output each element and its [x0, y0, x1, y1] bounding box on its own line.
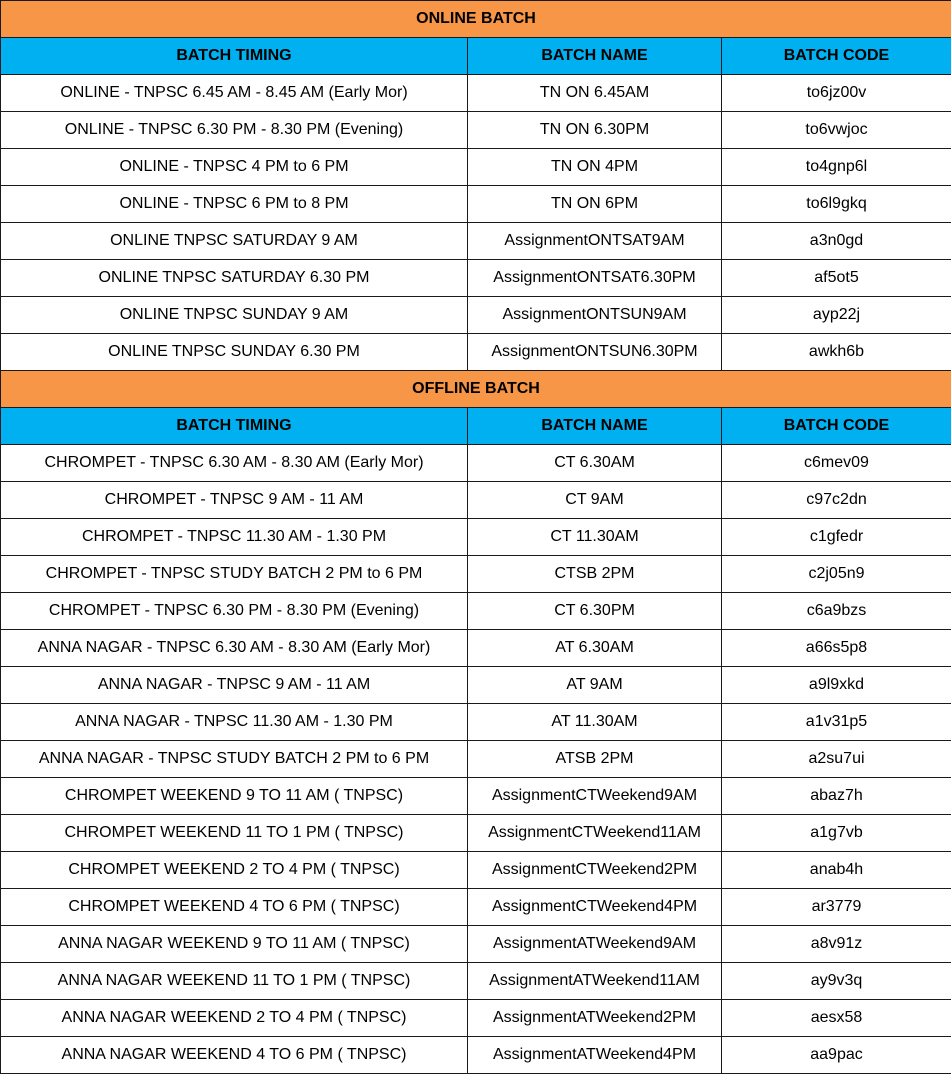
cell-batch-name: CT 11.30AM: [468, 519, 722, 556]
table-row: [1, 926, 951, 963]
cell-batch-timing: ONLINE - TNPSC 6.45 AM - 8.45 AM (Early Mor): [1, 75, 468, 112]
cell-batch-name: CTSB 2PM: [468, 556, 722, 593]
cell-batch-name: AT 9AM: [468, 667, 722, 704]
table-row: [1, 593, 951, 630]
cell-batch-code: c2j05n9: [722, 556, 951, 593]
header-batch-name: BATCH NAME: [468, 408, 722, 445]
cell-batch-timing: CHROMPET WEEKEND 4 TO 6 PM ( TNPSC): [1, 889, 468, 926]
cell-batch-timing: ONLINE - TNPSC 4 PM to 6 PM: [1, 149, 468, 186]
table-row: [1, 112, 951, 149]
offline-batch-title: OFFLINE BATCH: [1, 371, 951, 408]
cell-batch-timing: CHROMPET - TNPSC 11.30 AM - 1.30 PM: [1, 519, 468, 556]
table-row: [1, 889, 951, 926]
cell-batch-code: af5ot5: [722, 260, 951, 297]
cell-batch-name: AssignmentONTSAT6.30PM: [468, 260, 722, 297]
cell-batch-code: c6mev09: [722, 445, 951, 482]
cell-batch-timing: CHROMPET - TNPSC 9 AM - 11 AM: [1, 482, 468, 519]
cell-batch-timing: ONLINE - TNPSC 6.30 PM - 8.30 PM (Evening): [1, 112, 468, 149]
cell-batch-name: ATSB 2PM: [468, 741, 722, 778]
cell-batch-code: c6a9bzs: [722, 593, 951, 630]
cell-batch-name: AT 11.30AM: [468, 704, 722, 741]
cell-batch-name: AssignmentONTSUN6.30PM: [468, 334, 722, 371]
cell-batch-timing: ONLINE TNPSC SUNDAY 9 AM: [1, 297, 468, 334]
cell-batch-timing: ANNA NAGAR - TNPSC 6.30 AM - 8.30 AM (Early Mor): [1, 630, 468, 667]
cell-batch-code: aa9pac: [722, 1037, 951, 1074]
cell-batch-code: a66s5p8: [722, 630, 951, 667]
table-row: [1, 741, 951, 778]
table-row: [1, 1037, 951, 1074]
cell-batch-name: AssignmentATWeekend2PM: [468, 1000, 722, 1037]
cell-batch-code: ayp22j: [722, 297, 951, 334]
cell-batch-name: CT 6.30PM: [468, 593, 722, 630]
cell-batch-code: a2su7ui: [722, 741, 951, 778]
table-row: [1, 186, 951, 223]
cell-batch-timing: CHROMPET - TNPSC 6.30 PM - 8.30 PM (Evening): [1, 593, 468, 630]
cell-batch-code: anab4h: [722, 852, 951, 889]
table-row: [1, 630, 951, 667]
header-batch-code: BATCH CODE: [722, 38, 951, 75]
cell-batch-timing: CHROMPET - TNPSC 6.30 AM - 8.30 AM (Early Mor): [1, 445, 468, 482]
cell-batch-name: TN ON 6.45AM: [468, 75, 722, 112]
cell-batch-code: c97c2dn: [722, 482, 951, 519]
cell-batch-code: a9l9xkd: [722, 667, 951, 704]
cell-batch-timing: ONLINE TNPSC SATURDAY 6.30 PM: [1, 260, 468, 297]
online-column-header-row: [1, 38, 951, 75]
cell-batch-name: TN ON 4PM: [468, 149, 722, 186]
cell-batch-timing: CHROMPET WEEKEND 2 TO 4 PM ( TNPSC): [1, 852, 468, 889]
table-row: [1, 1000, 951, 1037]
table-row: [1, 149, 951, 186]
cell-batch-code: a1v31p5: [722, 704, 951, 741]
cell-batch-timing: ONLINE TNPSC SATURDAY 9 AM: [1, 223, 468, 260]
cell-batch-name: AssignmentATWeekend9AM: [468, 926, 722, 963]
table-row: [1, 667, 951, 704]
cell-batch-timing: ANNA NAGAR - TNPSC 11.30 AM - 1.30 PM: [1, 704, 468, 741]
table-row: [1, 815, 951, 852]
table-row: [1, 556, 951, 593]
table-row: [1, 334, 951, 371]
cell-batch-code: to6jz00v: [722, 75, 951, 112]
header-batch-timing: BATCH TIMING: [1, 408, 468, 445]
offline-column-header-row: [1, 408, 951, 445]
cell-batch-timing: ANNA NAGAR - TNPSC STUDY BATCH 2 PM to 6 PM: [1, 741, 468, 778]
cell-batch-code: ay9v3q: [722, 963, 951, 1000]
header-batch-name: BATCH NAME: [468, 38, 722, 75]
table-row: [1, 519, 951, 556]
cell-batch-name: AssignmentCTWeekend11AM: [468, 815, 722, 852]
cell-batch-timing: ONLINE - TNPSC 6 PM to 8 PM: [1, 186, 468, 223]
cell-batch-name: AssignmentCTWeekend2PM: [468, 852, 722, 889]
cell-batch-code: awkh6b: [722, 334, 951, 371]
cell-batch-timing: ANNA NAGAR WEEKEND 11 TO 1 PM ( TNPSC): [1, 963, 468, 1000]
cell-batch-name: AssignmentCTWeekend9AM: [468, 778, 722, 815]
online-batch-section-header: [1, 1, 951, 38]
header-batch-timing: BATCH TIMING: [1, 38, 468, 75]
cell-batch-code: a8v91z: [722, 926, 951, 963]
cell-batch-timing: ANNA NAGAR WEEKEND 2 TO 4 PM ( TNPSC): [1, 1000, 468, 1037]
table-row: [1, 852, 951, 889]
cell-batch-code: a1g7vb: [722, 815, 951, 852]
cell-batch-code: a3n0gd: [722, 223, 951, 260]
table-row: [1, 445, 951, 482]
cell-batch-timing: CHROMPET - TNPSC STUDY BATCH 2 PM to 6 PM: [1, 556, 468, 593]
offline-batch-section-header: [1, 371, 951, 408]
table-row: [1, 223, 951, 260]
table-row: [1, 260, 951, 297]
cell-batch-timing: ONLINE TNPSC SUNDAY 6.30 PM: [1, 334, 468, 371]
cell-batch-name: TN ON 6.30PM: [468, 112, 722, 149]
cell-batch-name: AssignmentCTWeekend4PM: [468, 889, 722, 926]
cell-batch-code: to4gnp6l: [722, 149, 951, 186]
online-batch-title: ONLINE BATCH: [1, 1, 951, 38]
table-row: [1, 963, 951, 1000]
batch-table-body: [1, 1, 951, 1074]
cell-batch-code: ar3779: [722, 889, 951, 926]
cell-batch-name: CT 9AM: [468, 482, 722, 519]
table-row: [1, 778, 951, 815]
header-batch-code: BATCH CODE: [722, 408, 951, 445]
cell-batch-timing: CHROMPET WEEKEND 9 TO 11 AM ( TNPSC): [1, 778, 468, 815]
cell-batch-code: abaz7h: [722, 778, 951, 815]
cell-batch-code: to6l9gkq: [722, 186, 951, 223]
table-row: [1, 75, 951, 112]
table-row: [1, 704, 951, 741]
cell-batch-name: AssignmentONTSUN9AM: [468, 297, 722, 334]
cell-batch-code: c1gfedr: [722, 519, 951, 556]
cell-batch-code: aesx58: [722, 1000, 951, 1037]
cell-batch-name: CT 6.30AM: [468, 445, 722, 482]
cell-batch-name: AT 6.30AM: [468, 630, 722, 667]
cell-batch-timing: CHROMPET WEEKEND 11 TO 1 PM ( TNPSC): [1, 815, 468, 852]
cell-batch-name: AssignmentATWeekend11AM: [468, 963, 722, 1000]
cell-batch-name: AssignmentONTSAT9AM: [468, 223, 722, 260]
cell-batch-timing: ANNA NAGAR WEEKEND 9 TO 11 AM ( TNPSC): [1, 926, 468, 963]
table-row: [1, 482, 951, 519]
table-row: [1, 297, 951, 334]
cell-batch-code: to6vwjoc: [722, 112, 951, 149]
cell-batch-name: TN ON 6PM: [468, 186, 722, 223]
cell-batch-name: AssignmentATWeekend4PM: [468, 1037, 722, 1074]
cell-batch-timing: ANNA NAGAR - TNPSC 9 AM - 11 AM: [1, 667, 468, 704]
cell-batch-timing: ANNA NAGAR WEEKEND 4 TO 6 PM ( TNPSC): [1, 1037, 468, 1074]
